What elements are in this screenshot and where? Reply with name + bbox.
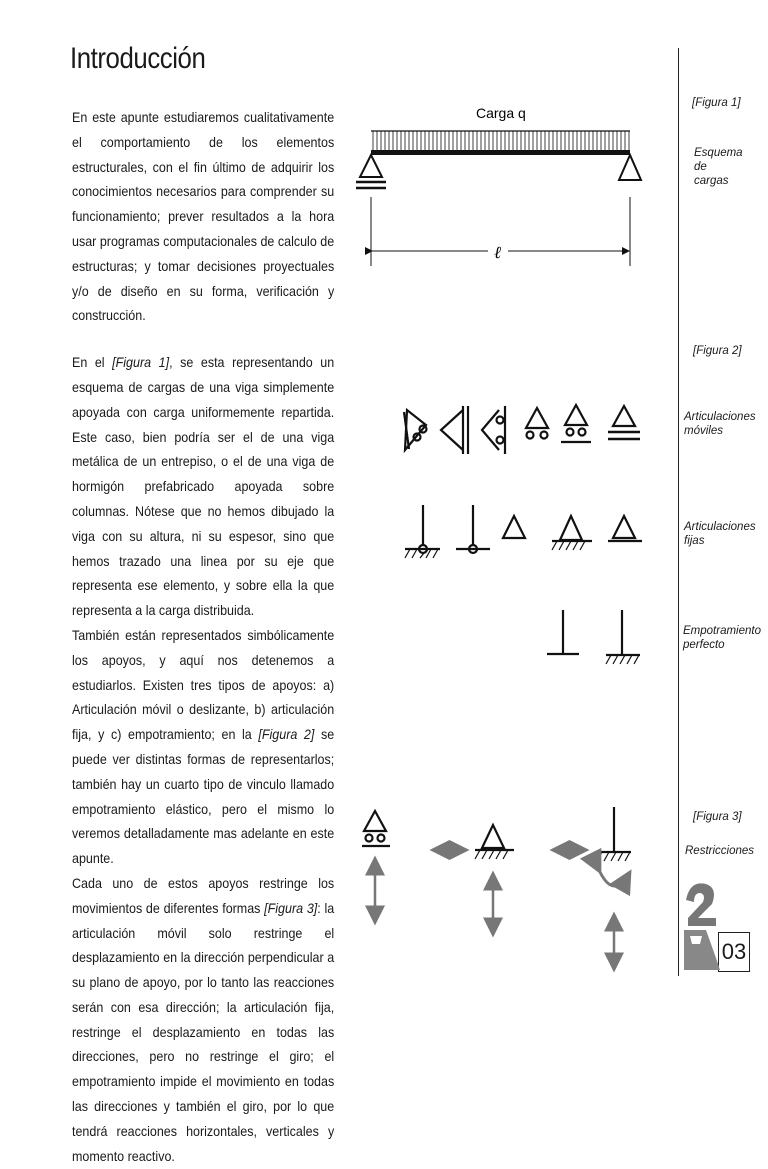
tilted-roller-icon (404, 410, 427, 450)
figure3-restrictions (362, 807, 631, 970)
sidebar-figure1-label: [Figura 1] (692, 97, 741, 109)
right-support-icon (619, 155, 641, 180)
publisher-logo (684, 883, 720, 970)
roller-support-icon (526, 408, 548, 439)
column-pin-hatched-icon (405, 505, 440, 558)
figure2-clamped-supports (547, 610, 640, 664)
fixed-triangle-base-icon (608, 516, 642, 541)
roller-support-with-base-icon (561, 405, 591, 442)
sidebar-figure3-caption: Restricciones (685, 845, 755, 857)
page-title: Introducción (70, 42, 206, 75)
paragraph-figure1: En el [Figura 1], se esta representando un esquema de cargas de una viga simplemente apoyada con carga uniformemente repartida. Este caso, bien podría ser el de una viga metálica de un entrepiso, o el de una viga de hormigón prefabricado apoyada sobre columnas. Nótese que no hemos dibujado la viga con su altura, ni su espesor, sino que hemos trazado una linea por su eje que representa ese elemento, y sobre ella la que representa a la carga distribuida. (72, 355, 335, 619)
restriction-clamped-icon (597, 807, 631, 861)
sidebar-fixed-joints: Articulaciones fijas (684, 521, 756, 547)
left-support-icon (356, 155, 386, 188)
clamped-support-hatched-icon (606, 610, 640, 664)
sidebar-figure1-caption: Esquema de cargas (694, 147, 743, 187)
clamped-support-icon (547, 610, 579, 654)
restriction-fixed-icon (475, 825, 514, 859)
figure2-fixed-joints (405, 505, 642, 558)
paragraph-restrictions: Cada uno de estos apoyos restringe los movimientos de diferentes formas [Figura 3]: la articulación móvil solo restringe el desplazamiento en la dirección perpendicular a su plano de apoyo, por lo tanto las reacciones serán con esa dirección; la articulación fija, restringe el desplazamiento en todas las direcciones, pero no restringe el giro; el empotramiento impide el movimiento en todas las direcciones y también el giro, por lo que tendrá reacciones horizontales, verticales y momento reactivo. (72, 875, 335, 1164)
wall-roller-icon (441, 406, 468, 454)
sidebar-figure2-label: [Figura 2] (693, 345, 742, 357)
fixed-triangle-icon (503, 516, 525, 538)
figure2-reference: [Figura 2] (258, 727, 315, 743)
beam (371, 150, 630, 155)
sidebar-movable-joints: Articulaciones móviles (684, 411, 756, 437)
load-label: Carga q (476, 105, 526, 121)
figure1-reference: [Figura 1] (112, 355, 170, 371)
sliding-support-icon (608, 406, 640, 439)
paragraph-supports: También están representados simbólicamente los apoyos, y aquí nos detenemos a estudiarlos. Existen tres tipos de apoyos: a) Articulación móvil o deslizante, b) articulación fija, y c) empotramiento; en la [Figura 2] se puede ver distintas formas de representarlos; también hay un cuarto tipo de vinculo llamado empotramiento elástico, pero el mismo lo veremos detalladamente mas adelante en este apunte. (72, 627, 335, 867)
paragraph-intro: En este apunte estudiaremos cualitativamente el comportamiento de los elementos estructurales, con el fin último de adquirir los conocimientos necesarios para comprender su funcionamiento; prever resultados a la hora usar programas computacionales de calculo de estructuras; y tomar decisiones proyectuales y/o de diseño en su forma, verificación y construcción. (72, 110, 335, 324)
sidebar-figure3-label: [Figura 3] (693, 811, 742, 823)
page-number: 03 (718, 932, 750, 972)
distributed-load (373, 131, 629, 150)
moment-reaction-arrow (600, 872, 630, 886)
wall-double-roller-icon (482, 406, 505, 454)
figure2-movable-joints (404, 405, 640, 454)
figure3-reference: [Figura 3] (264, 900, 318, 916)
fixed-triangle-hatched-icon (552, 516, 592, 550)
span-label: ℓ (494, 243, 502, 262)
figure1-load-diagram (356, 105, 641, 266)
restriction-movable-icon (362, 811, 390, 846)
sidebar-clamped-support: Empotramiento perfecto (683, 625, 761, 651)
column-pin-icon (456, 505, 490, 553)
